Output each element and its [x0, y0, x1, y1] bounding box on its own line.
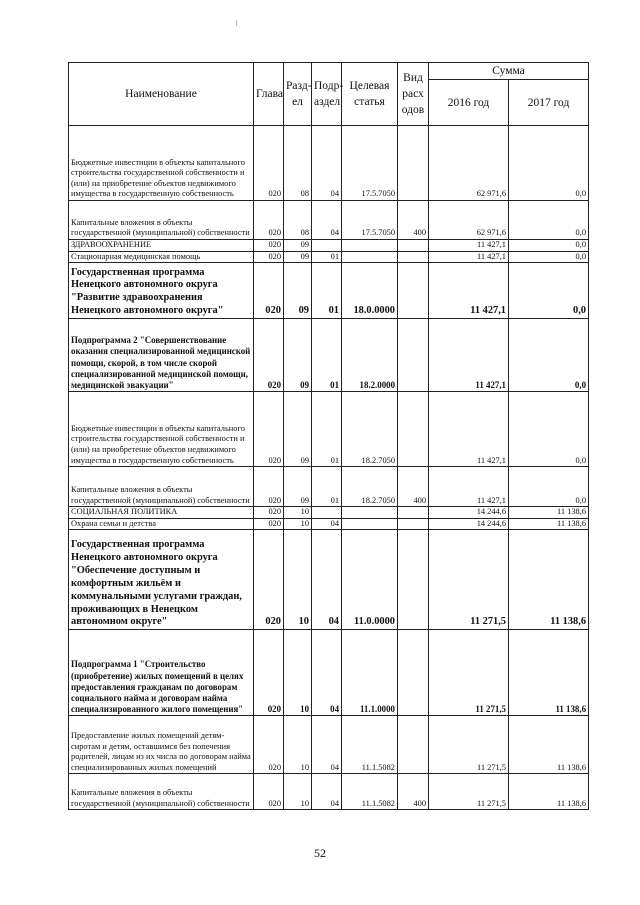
cell-podrazdel: 04 — [312, 630, 342, 716]
cell-vid — [398, 392, 429, 467]
table-row — [69, 319, 589, 392]
cell-2017: 0,0 — [509, 319, 589, 392]
cell-vid — [398, 518, 429, 530]
cell-2017: 11 138,6 — [509, 774, 589, 810]
cell-2017: 0,0 — [509, 467, 589, 507]
cell-razdel: 09 — [284, 467, 312, 507]
cell-glava: 020 — [254, 126, 284, 201]
cell-vid: 400 — [398, 774, 429, 810]
cell-target: 11.1.5082 — [342, 716, 398, 774]
cell-vid — [398, 319, 429, 392]
cell-2017: 11 138,6 — [509, 716, 589, 774]
cell-podrazdel: 04 — [312, 774, 342, 810]
cell-glava: 020 — [254, 392, 284, 467]
col-header-name: Наименование — [69, 63, 254, 126]
cell-2017: 11 138,6 — [509, 630, 589, 716]
table-row — [69, 392, 589, 467]
table-row — [69, 507, 589, 519]
cell-name: ЗДРАВООХРАНЕНИЕ — [69, 240, 254, 252]
cell-name: Государственная программа Ненецкого автономного округа "Развитие здравоохранения Ненецкого автономного округа" — [69, 263, 254, 319]
cell-razdel: 09 — [284, 240, 312, 252]
cell-name: Бюджетные инвестиции в объекты капитального строительства государственной собственности и (или) на приобретение объектов недвижимого имущества в государственную собственность — [69, 392, 254, 467]
cell-name: Стационарная медицинская помощь — [69, 251, 254, 263]
cell-target: 18.0.0000 — [342, 263, 398, 319]
table-row — [69, 126, 589, 201]
cell-target: 11.1.5082 — [342, 774, 398, 810]
cell-podrazdel: 01 — [312, 467, 342, 507]
cell-2016: 14 244,6 — [429, 507, 509, 519]
cell-2017: 11 138,6 — [509, 518, 589, 530]
cell-razdel: 08 — [284, 126, 312, 201]
scan-mark — [236, 20, 237, 26]
table-row — [69, 263, 589, 319]
cell-name: Капитальные вложения в объекты государственной (муниципальной) собственности — [69, 774, 254, 810]
cell-podrazdel: 04 — [312, 716, 342, 774]
cell-glava: 020 — [254, 774, 284, 810]
cell-podrazdel: 04 — [312, 518, 342, 530]
cell-2016: 11 427,1 — [429, 240, 509, 252]
table-row — [69, 774, 589, 810]
cell-name: Бюджетные инвестиции в объекты капитального строительства государственной собственности и (или) на приобретение объектов недвижимого имущества в государственную собственность — [69, 126, 254, 201]
cell-target: 18.2.7050 — [342, 467, 398, 507]
table-row — [69, 251, 589, 263]
cell-podrazdel: 04 — [312, 530, 342, 630]
cell-vid — [398, 263, 429, 319]
cell-2016: 62 971,6 — [429, 201, 509, 240]
cell-vid — [398, 630, 429, 716]
cell-name: Капитальные вложения в объекты государственной (муниципальной) собственности — [69, 467, 254, 507]
cell-name: Капитальные вложения в объекты государственной (муниципальной) собственности — [69, 201, 254, 240]
cell-razdel: 10 — [284, 716, 312, 774]
cell-podrazdel: 01 — [312, 319, 342, 392]
col-header-podrazdel: Подраздел — [312, 63, 342, 126]
cell-name: Охрана семьи и детства — [69, 518, 254, 530]
cell-name: Предоставление жилых помещений детям-сиротам и детям, оставшимся без попечения родителей, лицам из их числа по договорам найма специализированных жилых помещений — [69, 716, 254, 774]
cell-vid — [398, 530, 429, 630]
col-header-summa: Сумма — [429, 63, 589, 80]
cell-2016: 11 271,5 — [429, 716, 509, 774]
cell-vid — [398, 251, 429, 263]
cell-razdel: 08 — [284, 201, 312, 240]
cell-name: Государственная программа Ненецкого автономного округа "Обеспечение доступным и комфортным жильём и коммунальными услугами граждан, проживающих в Ненецком автономном округе" — [69, 530, 254, 630]
cell-target: 17.5.7050 — [342, 126, 398, 201]
cell-glava: 020 — [254, 263, 284, 319]
cell-target: 18.2.0000 — [342, 319, 398, 392]
cell-razdel: 09 — [284, 319, 312, 392]
col-header-razdel: Раздел — [284, 63, 312, 126]
cell-2017: 0,0 — [509, 392, 589, 467]
cell-glava: 020 — [254, 201, 284, 240]
cell-podrazdel: 04 — [312, 126, 342, 201]
cell-glava: 020 — [254, 467, 284, 507]
cell-razdel: 10 — [284, 518, 312, 530]
cell-2016: 14 244,6 — [429, 518, 509, 530]
cell-2016: 11 271,5 — [429, 774, 509, 810]
cell-vid — [398, 240, 429, 252]
cell-podrazdel — [312, 240, 342, 252]
table-row — [69, 240, 589, 252]
cell-2016: 11 271,5 — [429, 630, 509, 716]
cell-razdel: 09 — [284, 263, 312, 319]
cell-target: 17.5.7050 — [342, 201, 398, 240]
cell-vid — [398, 716, 429, 774]
col-header-vid: Вид расх одов — [398, 63, 429, 126]
table-row — [69, 630, 589, 716]
cell-podrazdel: 01 — [312, 251, 342, 263]
cell-podrazdel: 04 — [312, 201, 342, 240]
cell-name: Подпрограмма 2 "Совершенствование оказания специализированной медицинской помощи, скорой, в том числе скорой специализированной медицинской помощи, медицинской эвакуации" — [69, 319, 254, 392]
cell-2016: 11 427,1 — [429, 467, 509, 507]
table-row — [69, 530, 589, 630]
cell-razdel: 09 — [284, 392, 312, 467]
cell-glava: 020 — [254, 716, 284, 774]
col-header-target: Целевая статья — [342, 63, 398, 126]
cell-podrazdel — [312, 507, 342, 519]
cell-glava: 020 — [254, 319, 284, 392]
cell-glava: 020 — [254, 251, 284, 263]
cell-2016: 11 271,5 — [429, 530, 509, 630]
cell-vid — [398, 126, 429, 201]
col-header-2016: 2016 год — [429, 80, 509, 126]
cell-target: 11.1.0000 — [342, 630, 398, 716]
budget-table — [68, 62, 589, 810]
cell-target — [342, 251, 398, 263]
cell-razdel: 10 — [284, 774, 312, 810]
cell-2017: 0,0 — [509, 251, 589, 263]
col-header-2017: 2017 год — [509, 80, 589, 126]
cell-2016: 11 427,1 — [429, 392, 509, 467]
cell-target — [342, 240, 398, 252]
cell-2016: 11 427,1 — [429, 251, 509, 263]
cell-target — [342, 518, 398, 530]
cell-target: 11.0.0000 — [342, 530, 398, 630]
cell-2017: 0,0 — [509, 201, 589, 240]
cell-2016: 11 427,1 — [429, 319, 509, 392]
cell-2017: 11 138,6 — [509, 507, 589, 519]
cell-name: СОЦИАЛЬНАЯ ПОЛИТИКА — [69, 507, 254, 519]
cell-glava: 020 — [254, 507, 284, 519]
cell-vid: 400 — [398, 201, 429, 240]
cell-2017: 0,0 — [509, 263, 589, 319]
table-row — [69, 201, 589, 240]
cell-2017: 11 138,6 — [509, 530, 589, 630]
cell-vid — [398, 507, 429, 519]
table-row — [69, 518, 589, 530]
cell-name: Подпрограмма 1 "Строительство (приобретение) жилых помещений в целях предоставления гражданам по договорам социального найма и договорам найма специализированного жилого помещения" — [69, 630, 254, 716]
cell-glava: 020 — [254, 240, 284, 252]
cell-glava: 020 — [254, 518, 284, 530]
cell-vid: 400 — [398, 467, 429, 507]
table-body — [69, 126, 589, 810]
table-row — [69, 716, 589, 774]
cell-razdel: 10 — [284, 507, 312, 519]
cell-2016: 62 971,6 — [429, 126, 509, 201]
col-header-glava: Глава — [254, 63, 284, 126]
cell-podrazdel: 01 — [312, 263, 342, 319]
cell-razdel: 09 — [284, 251, 312, 263]
cell-2016: 11 427,1 — [429, 263, 509, 319]
cell-2017: 0,0 — [509, 240, 589, 252]
cell-glava: 020 — [254, 530, 284, 630]
cell-2017: 0,0 — [509, 126, 589, 201]
page-number: 52 — [314, 846, 326, 860]
cell-target — [342, 507, 398, 519]
table-row — [69, 467, 589, 507]
cell-podrazdel: 01 — [312, 392, 342, 467]
cell-razdel: 10 — [284, 630, 312, 716]
cell-razdel: 10 — [284, 530, 312, 630]
cell-glava: 020 — [254, 630, 284, 716]
cell-target: 18.2.7050 — [342, 392, 398, 467]
